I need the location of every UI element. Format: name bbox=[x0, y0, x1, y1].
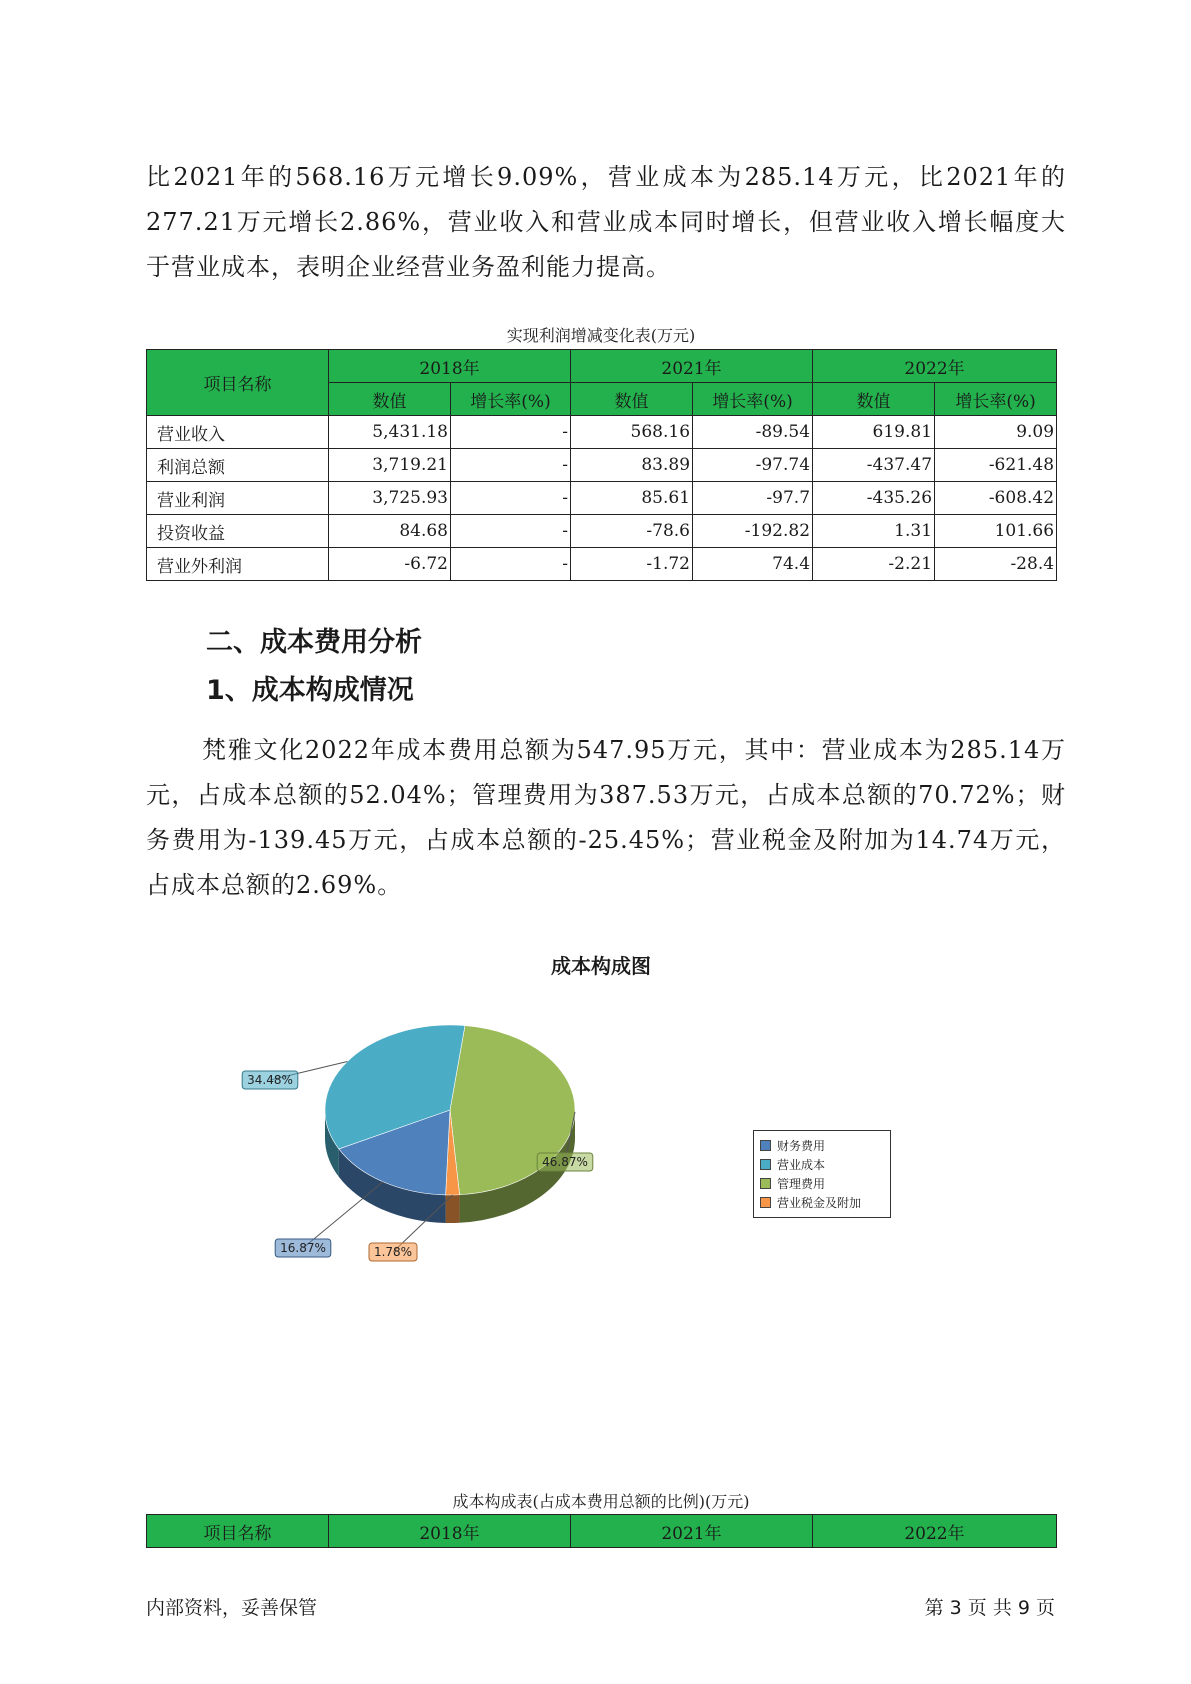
header-rate: 增长率(%) bbox=[935, 383, 1057, 416]
legend-item bbox=[760, 1174, 884, 1193]
table-row bbox=[147, 515, 1057, 548]
rate-cell: -621.48 bbox=[935, 449, 1057, 482]
value-cell: -6.72 bbox=[329, 548, 451, 581]
rate-cell: -192.82 bbox=[693, 515, 813, 548]
rate-cell: -608.42 bbox=[935, 482, 1057, 515]
header-year-2018: 2018年 bbox=[329, 350, 571, 383]
value-cell: 568.16 bbox=[571, 416, 693, 449]
legend-label: 管理费用 bbox=[777, 1177, 826, 1191]
rate-cell: -97.7 bbox=[693, 482, 813, 515]
value-cell: -435.26 bbox=[813, 482, 935, 515]
table-row bbox=[147, 548, 1057, 581]
value-cell: 3,725.93 bbox=[329, 482, 451, 515]
value-cell: 85.61 bbox=[571, 482, 693, 515]
data-label: 34.48% bbox=[247, 1073, 293, 1087]
rate-cell: - bbox=[451, 515, 571, 548]
legend-item bbox=[760, 1193, 884, 1212]
header-value: 数值 bbox=[329, 383, 451, 416]
legend-swatch bbox=[760, 1140, 771, 1151]
section-heading: 二、成本费用分析 bbox=[206, 627, 422, 658]
footer-left-note: 内部资料，妥善保管 bbox=[146, 1597, 318, 1619]
legend-swatch bbox=[760, 1178, 771, 1189]
header-rate: 增长率(%) bbox=[451, 383, 571, 416]
value-cell: -2.21 bbox=[813, 548, 935, 581]
value-cell: 83.89 bbox=[571, 449, 693, 482]
rate-cell: 74.4 bbox=[693, 548, 813, 581]
profit-table-body bbox=[147, 416, 1057, 581]
pie-chart bbox=[240, 1010, 660, 1270]
row-name: 营业收入 bbox=[147, 416, 329, 449]
legend-label: 营业税金及附加 bbox=[777, 1196, 862, 1210]
legend-swatch bbox=[760, 1159, 771, 1170]
rate-cell: - bbox=[451, 449, 571, 482]
chart-legend bbox=[753, 1130, 891, 1218]
intro-paragraph: 比2021年的568.16万元增长9.09%，营业成本为285.14万元，比2021年的277.21万元增长2.86%，营业收入和营业成本同时增长，但营业收入增长幅度大于营业成本，表明企业经营业务盈利能力提高。 bbox=[146, 163, 1066, 281]
header-rate: 增长率(%) bbox=[693, 383, 813, 416]
value-cell: -1.72 bbox=[571, 548, 693, 581]
row-name: 营业利润 bbox=[147, 482, 329, 515]
table-row bbox=[147, 482, 1057, 515]
value-cell: 84.68 bbox=[329, 515, 451, 548]
value-cell: -78.6 bbox=[571, 515, 693, 548]
label-leader bbox=[303, 1182, 383, 1248]
data-label: 1.78% bbox=[373, 1245, 413, 1259]
header-project-name: 项目名称 bbox=[147, 350, 329, 416]
rate-cell: - bbox=[451, 416, 571, 449]
profit-table-caption: 实现利润增减变化表(万元) bbox=[506, 326, 696, 345]
cost-table-caption: 成本构成表(占成本费用总额的比例)(万元) bbox=[452, 1492, 750, 1511]
value-cell: -437.47 bbox=[813, 449, 935, 482]
data-label: 16.87% bbox=[280, 1241, 326, 1255]
cost-header-year-2018: 2018年 bbox=[329, 1515, 571, 1548]
rate-cell: -89.54 bbox=[693, 416, 813, 449]
cost-table bbox=[146, 1514, 1057, 1548]
legend-label: 营业成本 bbox=[777, 1158, 826, 1172]
chart-title: 成本构成图 bbox=[551, 954, 651, 978]
cost-header-year-2021: 2021年 bbox=[571, 1515, 813, 1548]
value-cell: 1.31 bbox=[813, 515, 935, 548]
legend-swatch bbox=[760, 1197, 771, 1208]
table-row bbox=[147, 416, 1057, 449]
legend-item bbox=[760, 1155, 884, 1174]
header-value: 数值 bbox=[813, 383, 935, 416]
value-cell: 3,719.21 bbox=[329, 449, 451, 482]
data-label: 46.87% bbox=[542, 1155, 588, 1169]
footer-page-number: 第 3 页 共 9 页 bbox=[924, 1597, 1055, 1619]
row-name: 利润总额 bbox=[147, 449, 329, 482]
row-name: 营业外利润 bbox=[147, 548, 329, 581]
header-year-2022: 2022年 bbox=[813, 350, 1057, 383]
legend-label: 财务费用 bbox=[777, 1139, 826, 1153]
subsection-heading: 1、成本构成情况 bbox=[206, 675, 414, 706]
value-cell: 619.81 bbox=[813, 416, 935, 449]
row-name: 投资收益 bbox=[147, 515, 329, 548]
header-year-2021: 2021年 bbox=[571, 350, 813, 383]
legend-item bbox=[760, 1136, 884, 1155]
rate-cell: - bbox=[451, 482, 571, 515]
table-row bbox=[147, 449, 1057, 482]
rate-cell: - bbox=[451, 548, 571, 581]
rate-cell: 9.09 bbox=[935, 416, 1057, 449]
profit-table bbox=[146, 349, 1057, 581]
value-cell: 5,431.18 bbox=[329, 416, 451, 449]
rate-cell: -97.74 bbox=[693, 449, 813, 482]
rate-cell: 101.66 bbox=[935, 515, 1057, 548]
cost-paragraph: 梵雅文化2022年成本费用总额为547.95万元，其中：营业成本为285.14万元，占成本总额的52.04%；管理费用为387.53万元，占成本总额的70.72%；财务费用为-139.45万元，占成本总额的-25.45%；营业税金及附加为14.74万元，占成本总额的2.69%。 bbox=[146, 736, 1066, 899]
rate-cell: -28.4 bbox=[935, 548, 1057, 581]
header-value: 数值 bbox=[571, 383, 693, 416]
cost-header-year-2022: 2022年 bbox=[813, 1515, 1057, 1548]
cost-header-project-name: 项目名称 bbox=[147, 1515, 329, 1548]
